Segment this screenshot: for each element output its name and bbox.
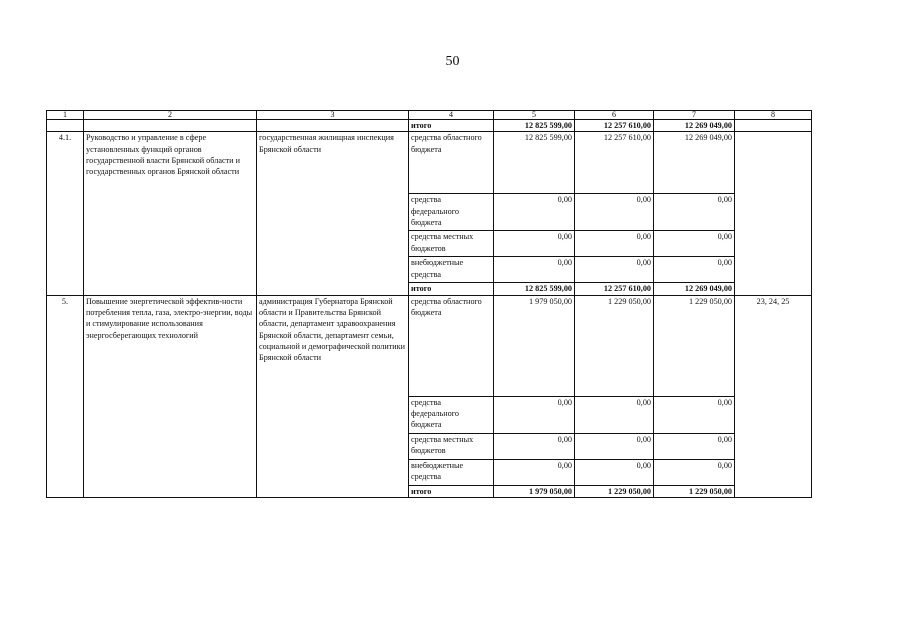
header-cell: 1 <box>47 111 84 120</box>
amount-cell: 0,00 <box>575 459 654 485</box>
total-value: 12 257 610,00 <box>575 120 654 132</box>
item-number: 5. <box>47 295 84 497</box>
amount-cell: 0,00 <box>494 231 575 257</box>
header-cell: 4 <box>409 111 494 120</box>
funding-source: внебюджетные средства <box>409 257 494 283</box>
item-number: 4.1. <box>47 132 84 295</box>
table-row <box>47 295 812 396</box>
amount-cell: 0,00 <box>654 257 735 283</box>
page-number: 50 <box>445 54 460 69</box>
item-name: Руководство и управление в сфере установленных функций органов государственной власти Брянской области и государственных органов Брянской области <box>84 132 257 295</box>
amount-cell: 0,00 <box>654 433 735 459</box>
total-value: 12 257 610,00 <box>575 283 654 295</box>
total-label: итого <box>409 120 494 132</box>
item-executor: администрация Губернатора Брянской области и Правительства Брянской области, департамент здравоохранения Брянской области, департамент семьи, социальной и демографической политики Брянской области <box>257 295 409 497</box>
total-value: 12 825 599,00 <box>494 120 575 132</box>
amount-cell: 0,00 <box>575 231 654 257</box>
total-value: 1 229 050,00 <box>654 485 735 497</box>
header-row <box>47 111 812 120</box>
indicator-refs <box>735 132 812 295</box>
amount-cell: 0,00 <box>494 194 575 231</box>
amount-cell: 0,00 <box>494 433 575 459</box>
amount-cell: 0,00 <box>494 396 575 433</box>
total-value: 12 269 049,00 <box>654 283 735 295</box>
total-value: 1 979 050,00 <box>494 485 575 497</box>
funding-source: средства местных бюджетов <box>409 433 494 459</box>
funding-source: средства федерального бюджета <box>409 194 494 231</box>
indicator-refs: 23, 24, 25 <box>735 295 812 497</box>
header-cell: 3 <box>257 111 409 120</box>
amount-cell: 12 257 610,00 <box>575 132 654 194</box>
funding-source: средства федерального бюджета <box>409 396 494 433</box>
funding-source: средства местных бюджетов <box>409 231 494 257</box>
amount-cell: 12 825 599,00 <box>494 132 575 194</box>
header-cell: 5 <box>494 111 575 120</box>
amount-cell: 0,00 <box>654 459 735 485</box>
amount-cell: 0,00 <box>494 459 575 485</box>
total-value: 1 229 050,00 <box>575 485 654 497</box>
funding-source: внебюджетные средства <box>409 459 494 485</box>
amount-cell: 0,00 <box>654 231 735 257</box>
amount-cell: 1 229 050,00 <box>575 295 654 396</box>
funding-source: средства областного бюджета <box>409 132 494 194</box>
amount-cell: 0,00 <box>575 396 654 433</box>
table-row-total-carry <box>47 120 812 132</box>
header-cell: 2 <box>84 111 257 120</box>
item-name: Повышение энергетической эффектив-ности потребления тепла, газа, электро-энергии, воды и стимулирование использования энергосберегающих технологий <box>84 295 257 497</box>
amount-cell: 0,00 <box>575 257 654 283</box>
header-cell: 7 <box>654 111 735 120</box>
table-row <box>47 132 812 194</box>
amount-cell: 1 229 050,00 <box>654 295 735 396</box>
total-value: 12 269 049,00 <box>654 120 735 132</box>
funding-source: средства областного бюджета <box>409 295 494 396</box>
amount-cell: 0,00 <box>494 257 575 283</box>
header-cell: 8 <box>735 111 812 120</box>
amount-cell: 12 269 049,00 <box>654 132 735 194</box>
total-label: итого <box>409 283 494 295</box>
amount-cell: 0,00 <box>575 194 654 231</box>
amount-cell: 0,00 <box>575 433 654 459</box>
amount-cell: 0,00 <box>654 396 735 433</box>
header-cell: 6 <box>575 111 654 120</box>
amount-cell: 0,00 <box>654 194 735 231</box>
total-value: 12 825 599,00 <box>494 283 575 295</box>
item-executor: государственная жилищная инспекция Брянской области <box>257 132 409 295</box>
budget-table <box>46 110 812 498</box>
amount-cell: 1 979 050,00 <box>494 295 575 396</box>
total-label: итого <box>409 485 494 497</box>
